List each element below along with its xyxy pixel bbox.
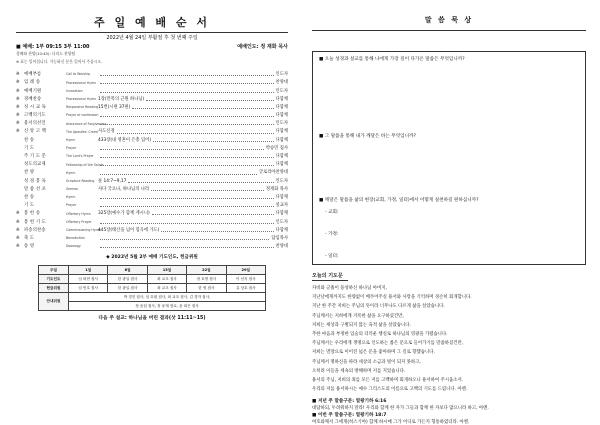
order-content: 1장(만복의 근원 하나님) (98, 96, 145, 102)
order-english: Hymn (66, 137, 76, 142)
prayer-line: 지난날에게까지도 한량없이 베푸어주실 용서와 사랑을 기억하며 경손히 회개합니다. (312, 295, 472, 301)
answer-work-label: - 일터: (325, 254, 339, 259)
page-title: 주 일 예 배 순 서 (94, 16, 210, 29)
order-person: 찬양대 (275, 80, 288, 86)
next-sermon: 다음 주 설교: 하나님을 버린 결과(삿 11:11~15) (98, 315, 206, 321)
dotted-leader (132, 108, 273, 109)
prayer-title: 오늘의 기도문 (312, 273, 343, 279)
dotted-leader (128, 182, 273, 183)
duty-cell: 임 빈호 집사 (69, 283, 108, 292)
order-name: 고백의기도 (24, 113, 46, 119)
order-english: Doxology (66, 244, 81, 249)
prayer-line: 자비와 긍휼이 풍성하신 하나님 아버지, (312, 286, 387, 291)
order-content: 433장(내 영혼이 은총 입어) (98, 137, 152, 143)
order-row (16, 143, 288, 151)
dotted-leader (100, 174, 257, 175)
order-name: 용서의선언 (24, 121, 46, 127)
worship-date: 2022년 4월 24일 부활절 후 첫 번째 주일 (106, 35, 198, 41)
order-name: 말 씀 선 포 (24, 186, 47, 192)
order-english: Responsive Reading (66, 105, 99, 110)
prayer-line: 지난 한 주간 저희는 주님의 뜻이라 너무나도 다르게 삶을 살았습니다. (312, 304, 445, 310)
order-row (16, 77, 288, 85)
order-mark: ※ (16, 104, 20, 110)
duty-cell: 임 락현 집사 (69, 274, 108, 283)
worship-order-column (16, 14, 288, 414)
order-of-service (16, 69, 288, 249)
order-row (16, 241, 288, 249)
order-person: 다함께 (275, 137, 288, 143)
last-week-verse-text: 대답하되, 두려워하지 말라! 우리와 함께 한 자가 그들과 함께 한 자보다 많으니라 하고, 아멘. (312, 405, 489, 411)
order-english: Assurance of Forgiveness (66, 121, 107, 126)
dotted-leader (146, 100, 273, 101)
prayer-text (312, 284, 586, 394)
order-mark: ※ (16, 219, 20, 225)
order-person: 글로리아찬양대 (258, 170, 288, 176)
order-mark: ※ (16, 88, 20, 94)
order-row (16, 233, 288, 241)
prayer-line: 용서의 주님, 저희의 죄를 모든 저를 고백하며 회개하오니 용서하여 주시옵소서. (312, 378, 464, 384)
order-row (16, 85, 288, 93)
order-mark: ※ (16, 211, 20, 217)
last-week-verse-ref: ■ 저년 주 말씀구문: 열왕기하 6:16 (312, 399, 387, 405)
order-row (16, 126, 288, 134)
order-row (16, 110, 288, 118)
order-person: 다함께 (275, 129, 288, 135)
order-mark: ※ (16, 244, 20, 250)
order-content: 사다 국으나, 하나님의 나라 (98, 186, 150, 192)
order-name: 성 경 봉 독 (24, 178, 47, 184)
dotted-leader (100, 223, 274, 224)
duty-row-cont (39, 301, 266, 310)
order-name: 기 도 (24, 145, 35, 151)
prayer-line: 저희는 세상과 구별되지 않는 육적 삶을 살았습니다. (312, 322, 411, 328)
duty-cell: 최 교초 집사 (147, 283, 186, 292)
duty-row-label: 안내위원 (39, 292, 69, 310)
order-row (16, 216, 288, 224)
dotted-leader (100, 247, 274, 248)
duty-header-cell: 주일 (39, 265, 69, 274)
dotted-leader (100, 165, 274, 166)
duty-cell: 정 호명 집사 (187, 274, 226, 283)
title-divider (16, 32, 288, 33)
order-row (16, 102, 288, 110)
order-english: Scripture Reading (66, 178, 95, 183)
order-english: Processional Hymn (66, 97, 97, 101)
order-person: 다함께 (275, 194, 288, 200)
duty-cell: 이 선지 집사 (226, 274, 265, 283)
order-mark: ※ (16, 80, 20, 86)
order-row (16, 200, 288, 208)
dotted-leader (100, 198, 274, 199)
dotted-leader (100, 239, 269, 240)
order-name: 송 영 (24, 244, 35, 250)
order-name: 신 앙 고 백 (24, 129, 47, 135)
order-name: 예배기원 (24, 88, 42, 94)
order-row (16, 208, 288, 216)
order-english: Offertory Prayer (66, 219, 92, 224)
memory-verse-section (312, 399, 586, 425)
duty-header-cell: 15일 (147, 265, 186, 274)
duty-table-title: ◆ 2022년 5월 2부 예배 기도인도, 헌금위원 (106, 255, 198, 261)
order-row (16, 159, 288, 167)
duty-row (39, 292, 266, 301)
order-mark: ※ (16, 121, 20, 127)
order-row (16, 151, 288, 159)
prayer-section (312, 273, 586, 394)
prayer-line: 오히려 이들을 세속의 방해하며 저를 지었습니다. (312, 368, 406, 374)
order-person: 담임목사 (271, 235, 288, 241)
duty-row (39, 283, 266, 292)
order-english: Hymn (66, 195, 76, 200)
meditation-divider (312, 30, 586, 31)
order-content: 15번(시편 37편) (98, 104, 131, 110)
answer-home-label: - 가정: (325, 232, 339, 237)
order-row (16, 135, 288, 143)
meditation-question-box (312, 51, 586, 265)
question-2: ■ 그 말씀을 통해 내가 깨달은 바는 무엇입니까? (319, 134, 416, 139)
order-person: 다함께 (275, 96, 288, 102)
duty-header-cell: 22일 (187, 265, 226, 274)
prayer-line: 주님께서 명하신을 따라 세상의 소금과 빛이 되지 못하고, (312, 359, 421, 365)
dotted-leader (100, 92, 274, 93)
order-english: Hymn (66, 170, 76, 175)
duty-cell: 유 상호 집사 (226, 283, 265, 292)
order-english: Processional Hymn (66, 80, 97, 85)
order-mark: ※ (16, 113, 20, 119)
order-person: 다함께 (275, 162, 288, 168)
order-mark: ※ (16, 96, 20, 102)
order-person: 인도자 (275, 88, 288, 94)
order-english: Call to Worship (66, 72, 90, 77)
order-english: Prayer of confession (66, 113, 99, 118)
order-name: 봉 헌 송 (24, 211, 41, 217)
order-english: Sermon (66, 187, 79, 192)
prayer-line: 추한 마음과 부정한 입술의 더러운 행실로 하나님의 영광을 가렸습니다. (312, 332, 448, 338)
order-name: 경배찬송 (24, 96, 42, 102)
duty-table-header (39, 265, 266, 274)
order-english: Prayer (66, 146, 77, 151)
duty-header-cell: 29일 (226, 265, 265, 274)
order-english: The Apostles' Creed (66, 129, 98, 134)
order-name: 찬 송 (24, 194, 35, 200)
question-3: ■ 깨달은 말씀을 삶의 현장(교회, 가정, 일터)에서 어떻게 실천하길 원하십니까? (319, 198, 479, 203)
duty-table (38, 265, 266, 311)
order-person: 다함께 (275, 154, 288, 159)
dotted-leader (117, 133, 274, 134)
order-row (16, 225, 288, 233)
dotted-leader (100, 75, 274, 76)
order-person: 찬양대 (275, 244, 288, 250)
order-english: Fellowship of the Saints (66, 162, 104, 167)
order-english: Invocation (66, 88, 83, 93)
order-name: 축 도 (24, 235, 35, 241)
order-name: 예배부름 (24, 72, 42, 78)
order-name: 찬 송 (24, 137, 35, 143)
order-english: Prayer (66, 203, 77, 208)
order-content: 325장(예수가 함께 계시니) (98, 211, 150, 217)
order-person: 인도자 (275, 121, 288, 127)
duty-cell: 정 윤섭 집사, 장 윤재 장로, 윤 희은 집사 (69, 301, 266, 310)
order-name: 기 도 (24, 203, 35, 209)
order-person: 다함께 (275, 211, 288, 217)
order-person: 인도자 (275, 72, 288, 78)
order-person: 정재화 목사 (265, 186, 288, 192)
order-person: 박승민 집사 (265, 145, 288, 151)
dotted-leader (161, 231, 273, 232)
order-person: 다함께 (275, 227, 288, 233)
duty-header-cell: 1일 (69, 265, 108, 274)
order-row (16, 167, 288, 175)
duty-cell: 한 광일 집사 (108, 274, 147, 283)
dotted-leader (153, 141, 274, 142)
order-person: 다함께 (275, 104, 288, 110)
this-week-verse-text: 여호와께서 그에게(히스기야) 함께 하시매 그가 어디로 가든지 형통하였더라. 아멘. (312, 419, 470, 425)
duty-row (39, 274, 266, 283)
dotted-leader (100, 124, 274, 125)
duty-table-body (39, 274, 266, 310)
order-english: The Lord's Prayer (66, 154, 94, 159)
order-english: Offertory Hymn (66, 211, 91, 216)
order-name: 봉 헌 기 도 (24, 219, 47, 225)
dotted-leader (100, 149, 264, 150)
order-mark: ※ (16, 227, 20, 233)
order-content: 445장(태산을 넘어 험곡에 가도) (98, 227, 160, 233)
dotted-leader (100, 157, 274, 158)
prayer-line: 저희는 멸망으로 이어진 넓은 문을 좋아하며 그 길로 향했습니다. (312, 350, 435, 356)
prayer-underline (312, 280, 348, 281)
worship-times: ■ 예배: 1부 09:15 3부 11:00 (16, 44, 90, 50)
dotted-leader (100, 206, 274, 207)
order-mark: ※ (16, 129, 20, 135)
order-row (16, 94, 288, 102)
order-row (16, 69, 288, 77)
order-person: 설교자 (275, 203, 288, 209)
order-english: Commissioning Hymn (66, 228, 101, 232)
order-row (16, 192, 288, 200)
duty-cell: 최 교초 집사 (147, 274, 186, 283)
duty-cell: 한 광일 집사 (108, 283, 147, 292)
dotted-leader (100, 83, 274, 84)
duty-row-label: 헌금위원 (39, 283, 69, 292)
prayer-line: 주님께서는 우리에게 생명으로 인도하는 좁은 문으로 들어가기를 말씀하셨건만, (312, 341, 464, 347)
order-content: 룻 14:7~9,17 (98, 178, 127, 184)
order-person: 인도자 (275, 219, 288, 225)
order-row (16, 184, 288, 192)
question-1: ■ 오늘 성경과 설교를 통해 나에게 가장 깊이 다가온 말씀은 무엇입니까? (319, 57, 465, 62)
order-content: 사도신경 (98, 129, 115, 135)
dotted-leader (151, 190, 264, 191)
order-person: 다함께 (275, 113, 288, 119)
order-name: 성 시 교 독 (24, 104, 47, 110)
dotted-leader (100, 116, 274, 117)
order-person: 인도자 (275, 178, 288, 184)
standing-note: ※ 표는 일어섭니다. 가능하신 분은 일어서 주십시오. (16, 58, 103, 64)
order-row (16, 118, 288, 126)
duty-cell: 한 영 집사 (187, 283, 226, 292)
order-name: 성도의교제 (24, 162, 46, 168)
order-mark: ※ (16, 235, 20, 241)
order-name: 파송의찬송 (24, 227, 46, 233)
answer-church-label: - 교회: (325, 210, 339, 215)
order-name: 찬 양 (24, 170, 35, 176)
prayer-line: 주님께서는 저희에게 겨룩한 삶을 요구하셨건만, (312, 313, 404, 319)
order-name: 입 례 송 (24, 80, 41, 86)
worship-times-row (16, 44, 288, 50)
praise-note: 경배와 찬양(10:45): 다리드 찬양팀 (16, 51, 76, 56)
order-mark: ※ (16, 72, 20, 78)
order-name: 주 기 도 문 (24, 154, 47, 159)
order-row (16, 176, 288, 184)
duty-header-cell: 8일 (108, 265, 147, 274)
meditation-column (312, 14, 586, 425)
duty-row-label: 기도인도 (39, 274, 69, 283)
prayer-line: 우리의 저를 용서하시는 예수 그리스도의 이름으로 고백의 기도를 드립니다. 아멘. (312, 387, 468, 393)
order-english: Benediction (66, 236, 85, 241)
duty-cell: 박 경진 집사, 임 호원 집사, 최 교초 집사, 김 경자 집사, (69, 292, 266, 301)
worship-leader: 예배인도: 정 재화 목사 (237, 44, 288, 50)
meditation-title: 말 씀 묵 상 (424, 16, 474, 24)
dotted-leader (152, 214, 274, 215)
this-week-verse-ref: ■ 이번 주 말씀구문: 열왕기하 18:7 (312, 413, 387, 419)
